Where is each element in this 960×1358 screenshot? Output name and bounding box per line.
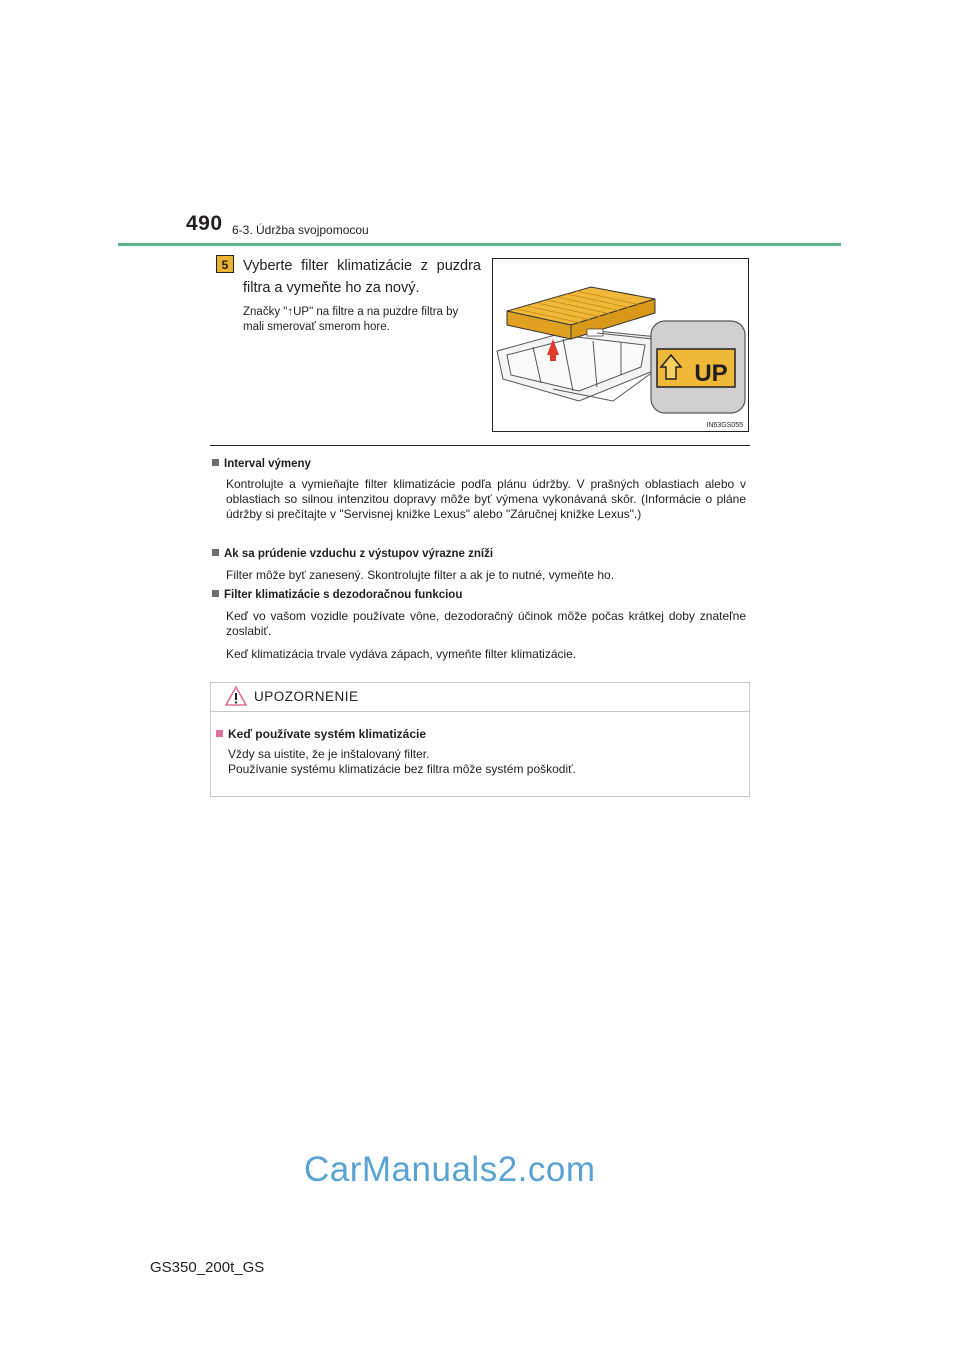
- cabin-filter: [507, 287, 655, 339]
- section-body-interval: Kontrolujte a vymieňajte filter klimatizácie podľa plánu údržby. V prašných oblastiach alebo v oblastiach so silnou intenzitou dopravy môže byť výmena vykonávaná skôr. (Informácie o pláne údržby si prečítajte v "Servisnej knižke Lexus" alebo "Záručnej knižke Lexus".): [226, 477, 746, 521]
- section-heading-deodorizing: Filter klimatizácie s dezodoračnou funkciou: [212, 589, 752, 601]
- warning-subheading: Keď používate systém klimatizácie: [216, 727, 426, 741]
- section-body-deodorizing-2: Keď klimatizácia trvale vydáva zápach, vymeňte filter klimatizácie.: [226, 647, 577, 661]
- footer-model-code: GS350_200t_GS: [150, 1259, 265, 1276]
- warning-title: UPOZORNENIE: [254, 689, 359, 704]
- square-bullet-icon: [212, 459, 219, 466]
- filter-illustration: [492, 258, 749, 432]
- section-body-airflow: Filter môže byť zanesený. Skontrolujte filter a ak je to nutné, vymeňte ho.: [226, 568, 615, 582]
- section-divider: [210, 445, 750, 446]
- square-bullet-icon: [212, 590, 219, 597]
- step-note: Značky "↑UP" na filtre a na puzdre filtra by mali smerovať smerom hore.: [243, 306, 459, 333]
- step-instruction: Vyberte filter klimatizácie z puzdra filtra a vymeňte ho za nový.: [243, 258, 481, 296]
- step-number-badge: 5: [216, 255, 234, 273]
- section-heading-interval: Interval výmeny: [212, 458, 752, 470]
- warning-body: [228, 747, 738, 777]
- header-rule: [118, 243, 841, 246]
- warning-line: Používanie systému klimatizácie bez filtra môže systém poškodiť.: [228, 762, 576, 776]
- section-heading-airflow: Ak sa prúdenie vzduchu z výstupov výrazne zníži: [212, 548, 752, 560]
- square-bullet-icon: [216, 730, 223, 737]
- section-title: 6-3. Údržba svojpomocou: [232, 223, 369, 237]
- page-number: 490: [186, 212, 223, 235]
- filter-illustration-svg: [493, 259, 748, 431]
- up-label-text: UP: [694, 360, 728, 387]
- square-bullet-icon: [212, 549, 219, 556]
- section-body-deodorizing-1: Keď vo vašom vozidle používate vône, dezodoračný účinok môže počas krátkej doby znateľne zoslabiť.: [226, 609, 746, 638]
- warning-header-rule: [210, 711, 750, 712]
- watermark-text: CarManuals2.com: [304, 1150, 596, 1189]
- warning-line: Vždy sa uistite, že je inštalovaný filter.: [228, 747, 430, 761]
- warning-triangle-icon: [224, 685, 248, 707]
- figure-code: IN63GS055: [706, 422, 743, 429]
